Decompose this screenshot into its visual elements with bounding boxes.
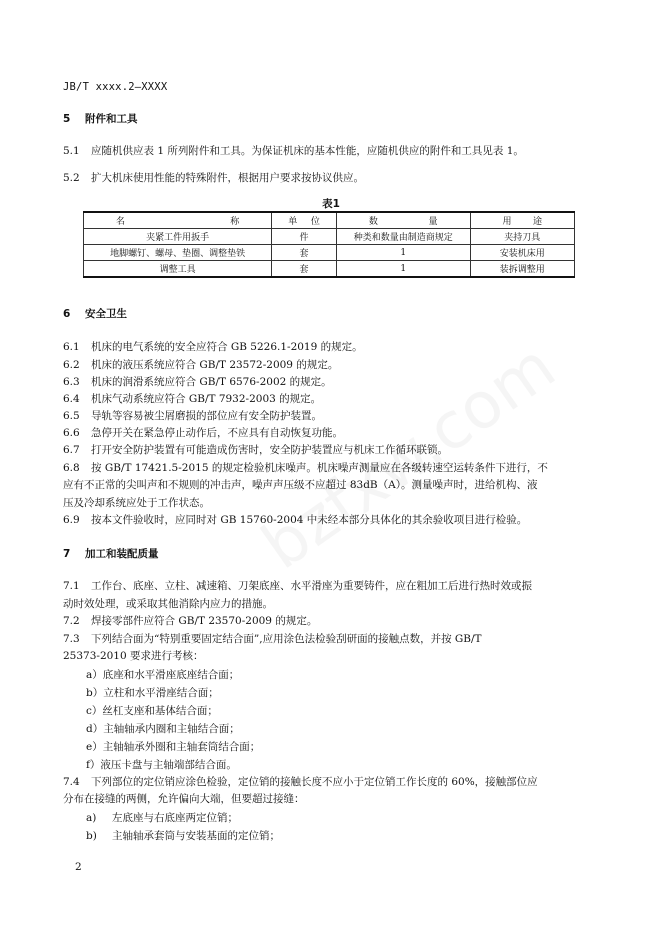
clause-7-1-cont: 动时效处理，或采取其他消除内应力的措施。 xyxy=(63,598,273,610)
clause-6-8: 6.8 按 GB/T 17421.5-2015 的规定检验机床噪声。机床噪声测量应在各级转速空运转条件下进行，不 xyxy=(63,462,548,474)
table-cell: 夹持刀具 xyxy=(470,229,574,245)
clause-5-1: 5.1 应随机供应表 1 所列附件和工具。为保证机床的基本性能，应随机供应的附件和工具见表 1。 xyxy=(63,145,524,157)
table-cell: 地脚螺钉、螺母、垫圈、调整垫铁 xyxy=(84,245,272,261)
clause-6-5: 6.5 导轨等容易被尘屑磨损的部位应有安全防护装置。 xyxy=(63,410,322,422)
clause-6-8-cont-2: 压及冷却系统应处于工作状态。 xyxy=(63,497,210,509)
list-item: a) 左底座与右底座两定位销； xyxy=(86,812,238,824)
clause-5-2: 5.2 扩大机床使用性能的特殊附件，根据用户要求按协议供应。 xyxy=(63,172,364,184)
list-item: b) 主轴轴承套筒与安装基面的定位销； xyxy=(86,830,280,842)
table-cell: 调整工具 xyxy=(84,261,272,278)
col-use-header: 用 途 xyxy=(470,212,574,229)
clause-6-6: 6.6 急停开关在紧急停止动作后，不应具有自动恢复功能。 xyxy=(63,427,343,439)
list-item: a）底座和水平滑座底座结合面； xyxy=(86,669,240,681)
standard-code-header: JB/T xxxx.2—XXXX xyxy=(63,81,168,93)
list-item: d）主轴轴承内圈和主轴结合面； xyxy=(86,723,240,735)
table-cell: 安装机床用 xyxy=(470,245,574,261)
col-name-header: 名 称 xyxy=(84,212,272,229)
clause-6-3: 6.3 机床的润滑系统应符合 GB/T 6576-2002 的规定。 xyxy=(63,376,332,388)
section-7-heading: 7 加工和装配质量 xyxy=(63,548,159,560)
accessories-table xyxy=(83,211,575,278)
clause-7-2: 7.2 焊接零部件应符合 GB/T 23570-2009 的规定。 xyxy=(63,615,318,627)
table-title: 表1 xyxy=(322,198,340,210)
list-item: f）液压卡盘与主轴端部结合面。 xyxy=(86,759,237,771)
table-row xyxy=(84,261,575,278)
section-6-heading: 6 安全卫生 xyxy=(63,308,127,320)
clause-7-4-cont: 分布在接缝的两侧，允许偏向大端，但要超过接缝： xyxy=(63,793,305,805)
table-header-row xyxy=(84,212,575,229)
clause-7-4: 7.4 下列部位的定位销应涂色检验，定位销的接触长度不应小于定位销工作长度的 60%，接触部位应 xyxy=(63,776,538,788)
table-cell: 1 xyxy=(336,245,470,261)
table-cell: 夹紧工件用扳手 xyxy=(84,229,272,245)
clause-6-1: 6.1 机床的电气系统的安全应符合 GB 5226.1-2019 的规定。 xyxy=(63,341,363,353)
list-item: c）丝杠支座和基体结合面； xyxy=(86,705,218,717)
clause-6-7: 6.7 打开安全防护装置有可能造成伤害时，安全防护装置应与机床工作循环联锁。 xyxy=(63,444,448,456)
table-row xyxy=(84,245,575,261)
clause-7-1: 7.1 工作台、底座、立柱、减速箱、刀架底座、水平滑座为重要铸件，应在粗加工后进行热时效或振 xyxy=(63,580,532,592)
clause-6-9: 6.9 按本文件验收时，应同时对 GB 15760-2004 中未经本部分具体化的其余验收项目进行检验。 xyxy=(63,514,528,526)
page-number: 2 xyxy=(75,861,82,873)
clause-7-3-cont: 25373-2010 要求进行考核： xyxy=(63,650,204,662)
table-cell: 装拆调整用 xyxy=(470,261,574,278)
clause-6-4: 6.4 机床气动系统应符合 GB/T 7932-2003 的规定。 xyxy=(63,393,322,405)
list-item: b）立柱和水平滑座结合面； xyxy=(86,687,219,699)
clause-7-3: 7.3 下列结合面为“特别重要固定结合面”,应用涂色法检验刮研面的接触点数，并按 GB/T xyxy=(63,633,482,645)
table-cell: 1 xyxy=(336,261,470,278)
table-row xyxy=(84,229,575,245)
col-unit-header: 单 位 xyxy=(272,212,337,229)
col-qty-header: 数 量 xyxy=(336,212,470,229)
list-item: e）主轴轴承外圈和主轴套筒结合面； xyxy=(86,741,261,753)
table-cell: 套 xyxy=(272,261,337,278)
table-cell: 套 xyxy=(272,245,337,261)
section-5-heading: 5 附件和工具 xyxy=(63,113,138,125)
clause-6-8-cont-1: 应有不正常的尖叫声和不规则的冲击声，噪声声压级不应超过 83dB（A）。测量噪声时，进给机构、液 xyxy=(63,479,538,491)
table-cell: 件 xyxy=(272,229,337,245)
clause-6-2: 6.2 机床的液压系统应符合 GB/T 23572-2009 的规定。 xyxy=(63,359,339,371)
table-cell: 种类和数量由制造商规定 xyxy=(336,229,470,245)
